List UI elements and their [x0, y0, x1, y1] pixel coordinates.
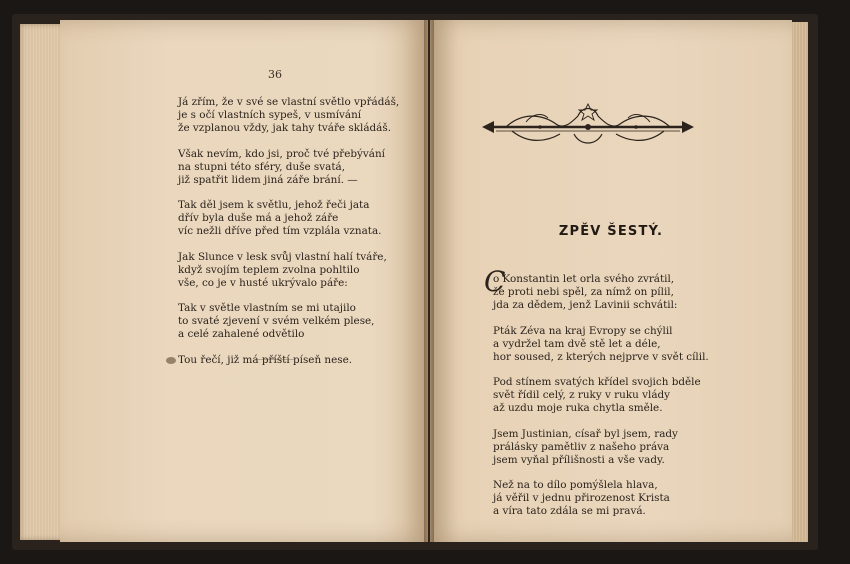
- chapter-title: ZPĚV ŠESTÝ.: [558, 224, 664, 239]
- verse-line: Však nevím, kdo jsi, proč tvé přebývání: [178, 147, 385, 160]
- book-gutter: [424, 20, 434, 542]
- ink-smudge: [166, 357, 176, 364]
- stanza: [493, 428, 783, 467]
- verse-line: Pták Zéva na kraj Evropy se chýlil: [493, 324, 673, 337]
- verse-line: je s očí vlastních sypeš, v usmívání: [178, 109, 362, 121]
- verse-line: Tak v světle vlastním se mi utajilo: [178, 302, 356, 314]
- verse-line: Než na to dílo pomýšlela hlava,: [493, 479, 658, 491]
- stanza: [493, 325, 783, 364]
- stanza: [493, 479, 783, 518]
- verse-line: Pod stínem svatých křídel svojich bděle: [493, 376, 701, 388]
- verse-line: víc nežli dříve před tím vzplála vznata.: [178, 225, 382, 237]
- page-number: 36: [268, 68, 282, 81]
- stanza: [178, 148, 418, 187]
- verse-line: Já zřím, že v své se vlastní světlo vpřádáš,: [178, 96, 400, 108]
- verse-line: Jsem Justinian, císař byl jsem, rady: [493, 427, 678, 440]
- ornament-icon: [482, 100, 694, 152]
- verse-line: že proti nebi spěl, za nímž on pílil,: [493, 286, 674, 298]
- verse-line: jsem vyňal přílišnosti a vše vady.: [493, 453, 665, 466]
- stanza: [178, 354, 418, 367]
- verse-line: a víra tato zdála se mi pravá.: [493, 505, 646, 517]
- verse-line: vše, co je v husté ukrývalo páře:: [178, 276, 348, 289]
- stanza: [178, 96, 418, 135]
- page-edges-left: [20, 24, 64, 540]
- verse-line: dřív byla duše má a jehož záře: [178, 212, 339, 224]
- verse-line: že vzplanou vždy, jak tahy tváře skládáš.: [178, 122, 392, 134]
- faint-mark: [256, 359, 294, 360]
- verse-line: a celé zahalené odvětilo: [178, 328, 305, 340]
- stanza: [178, 251, 418, 290]
- verse-line: na stupni této sféry, duše svatá,: [178, 160, 346, 173]
- stanza: [493, 273, 783, 312]
- verse-line: jda za dědem, jenž Lavinii schvátil:: [493, 299, 678, 311]
- left-page-text: [178, 96, 418, 379]
- verse-line: svět řídil celý, z ruky v ruku vlády: [493, 389, 671, 401]
- right-page-text: [493, 273, 783, 531]
- verse-line: když svojím teplem zvolna pohltilo: [178, 263, 360, 276]
- stanza: [178, 199, 418, 238]
- verse-line: Tou řečí, již má příští píseň nese.: [178, 353, 353, 366]
- verse-line: já věřil v jednu přirozenost Krista: [493, 492, 670, 504]
- verse-line: prálásky pamětliv z našeho práva: [493, 440, 670, 453]
- stanza: [178, 302, 418, 341]
- verse-line: Tak děl jsem k světlu, jehož řeči jata: [178, 199, 370, 211]
- verse-line: hor soused, z kterých nejprve v svět cílil.: [493, 350, 709, 363]
- verse-line: již spatřit lidem jiná záře brání. —: [178, 173, 358, 186]
- verse-line: o Konstantin let orla svého zvrátil,: [493, 273, 675, 285]
- page-edges-right: [792, 22, 808, 542]
- drop-cap: C: [484, 265, 506, 298]
- verse-line: to svaté zjevení v svém velkém plese,: [178, 315, 375, 327]
- verse-line: Jak Slunce v lesk svůj vlastní halí tváře,: [178, 250, 387, 263]
- stanza: [493, 376, 783, 415]
- verse-line: a vydržel tam dvě stě let a déle,: [493, 337, 661, 350]
- verse-line: až uzdu moje ruka chytla směle.: [493, 402, 663, 414]
